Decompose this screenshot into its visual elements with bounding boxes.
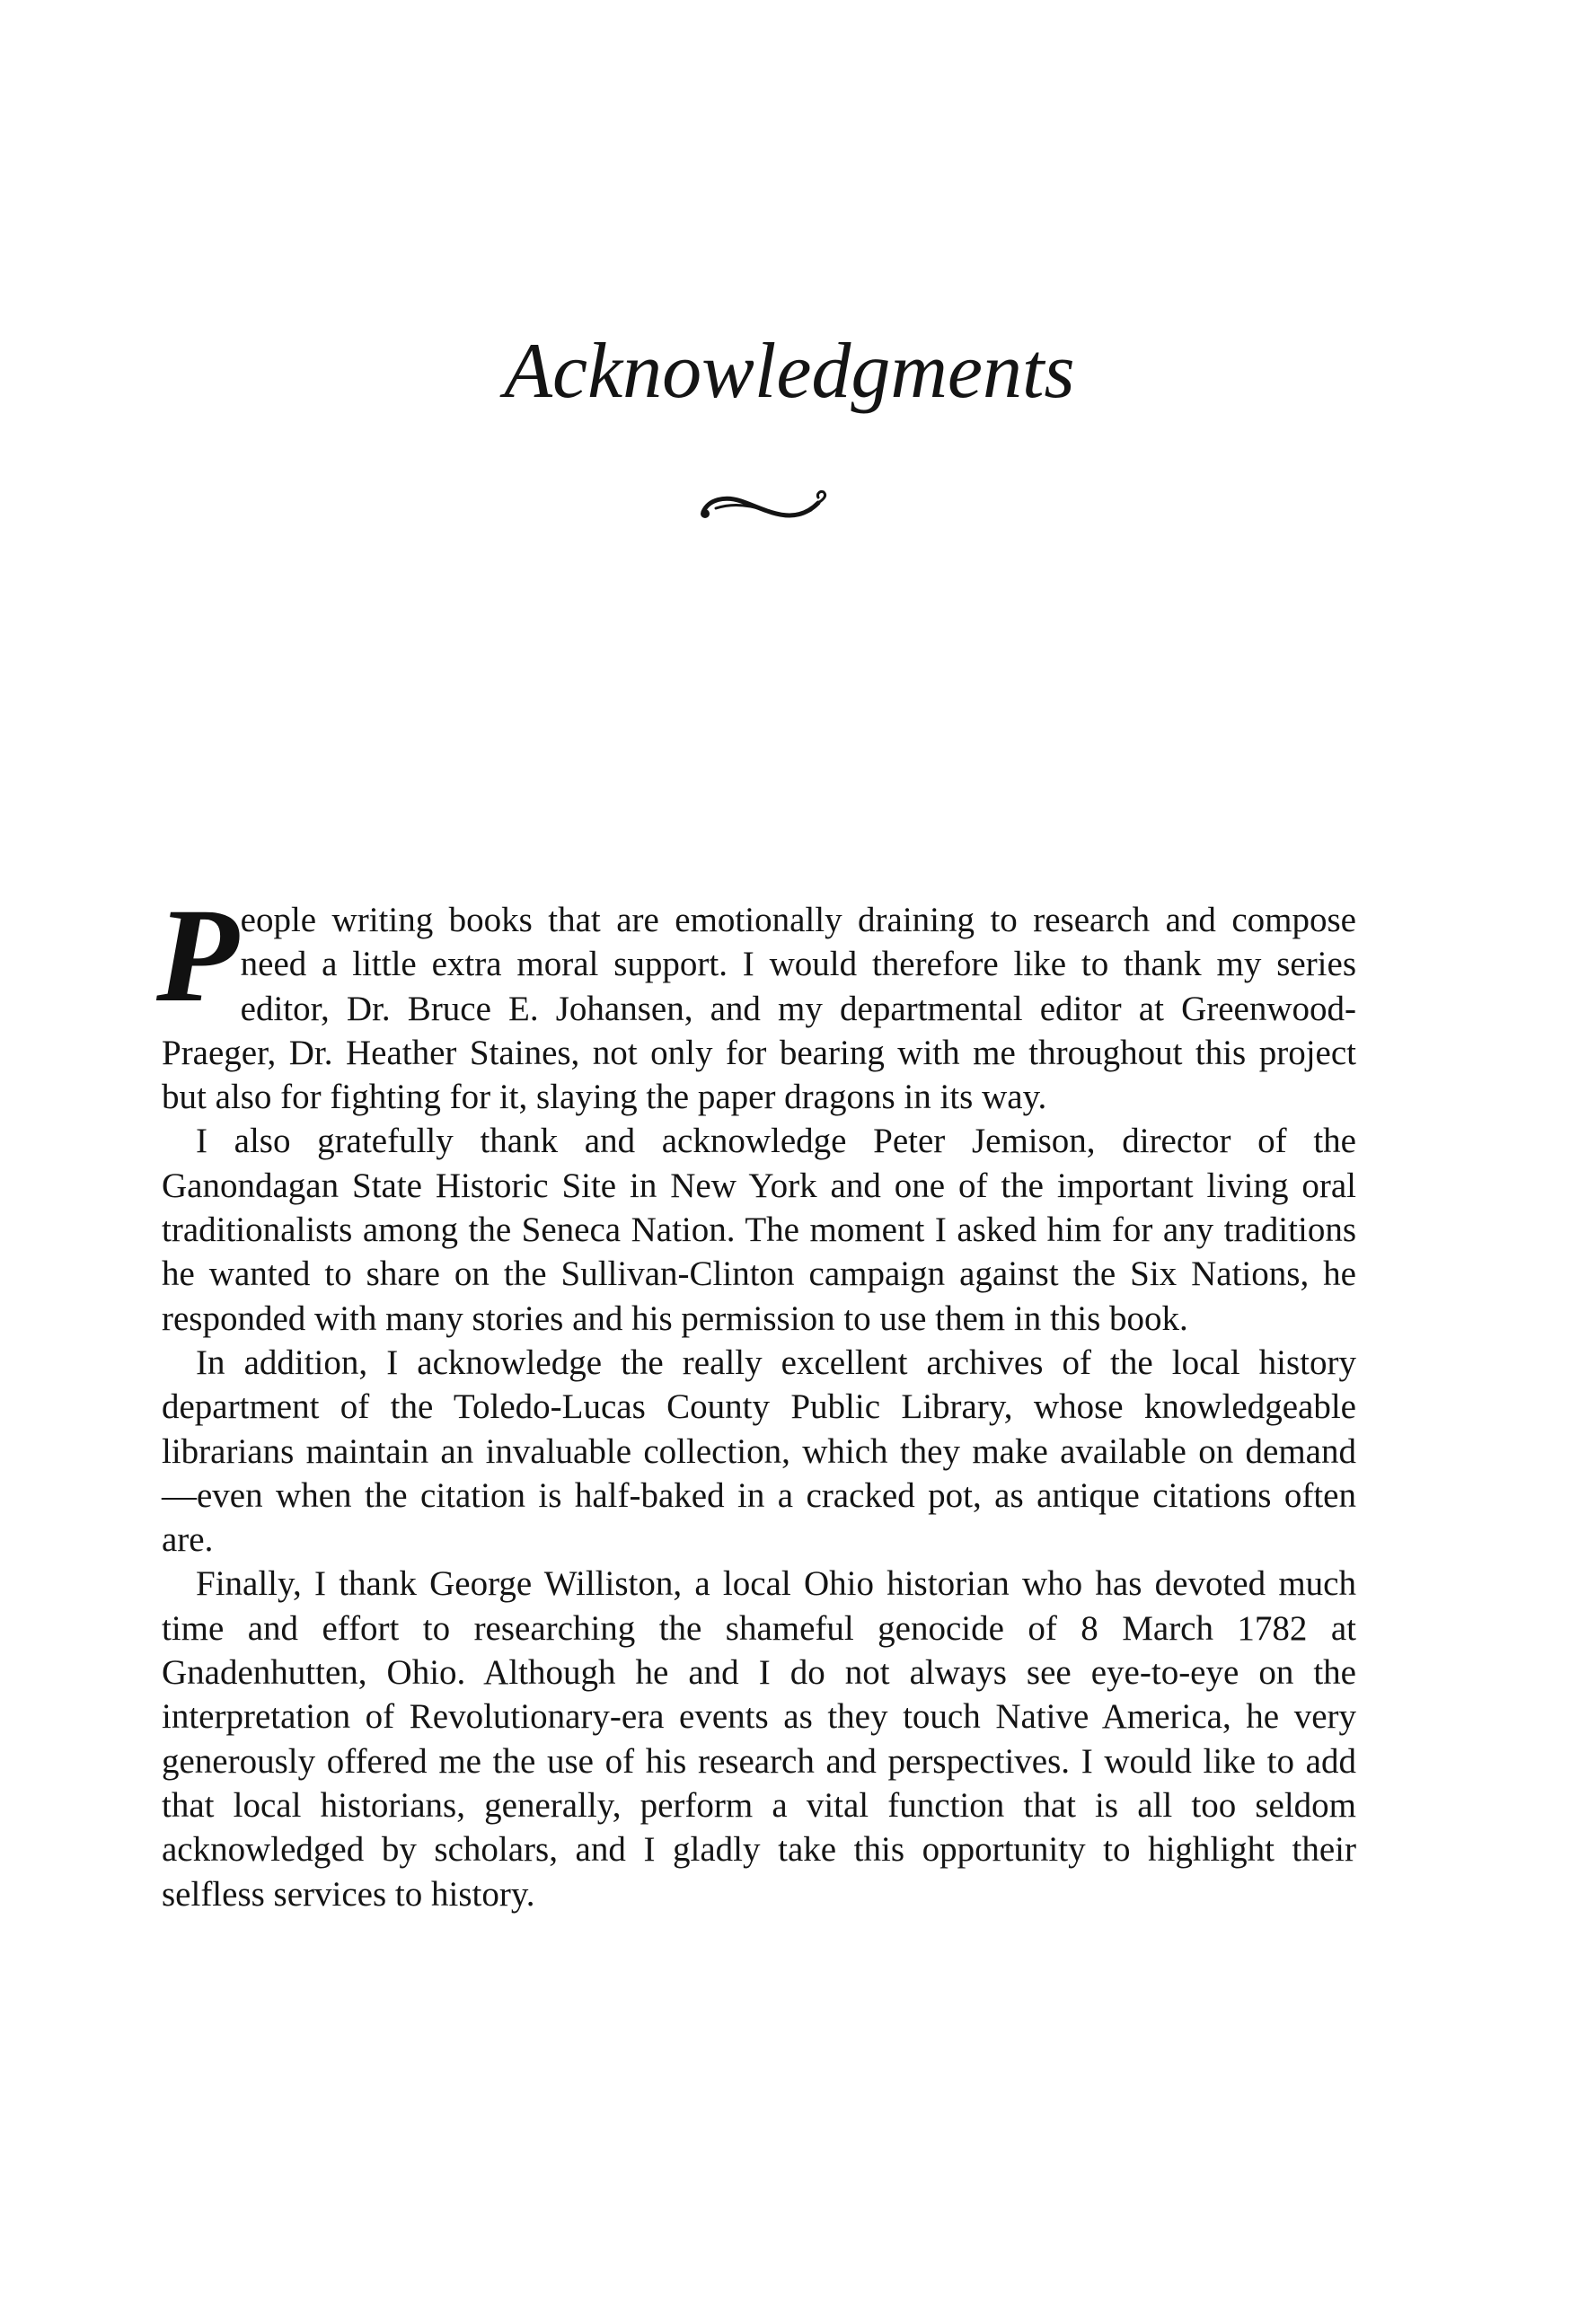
paragraph-3: In addition, I acknowledge the really excellent archives of the local history department of the Toledo-Lucas County Public Library, whose knowledgeable librarians maintain an invaluable collection, which they make available on demand—even when the citation is half-baked in a cracked pot, as antique citations often are. [162, 1342, 1356, 1560]
paragraph-4: Finally, I thank George Williston, a local Ohio historian who has devoted much time and effort to researching the shameful genocide of 8 March 1782 at Gnadenhutten, Ohio. Although he and I do not always see eye-to-eye on the interpretation of Revolutionary-era events as they touch Native America, he very generously offered me the use of his research and perspectives. I would like to add that local historians, generally, perform a vital function that is all too seldom acknowledged by scholars, and I gladly take this opportunity to highlight their selfless services to history. [162, 1564, 1356, 1914]
page-title: Acknowledgments [504, 328, 1075, 415]
acknowledgments-body [156, 881, 1356, 1916]
drop-cap: P [156, 881, 239, 1030]
swash-ornament-icon [696, 476, 831, 530]
paragraph-1 [156, 881, 1356, 1119]
paragraph-2: I also gratefully thank and acknowledge Peter Jemison, director of the Ganondagan State Historic Site in New York and one of the important living oral traditionalists among the Seneca Nation. The moment I asked him for any traditions he wanted to share on the Sullivan-Clinton campaign against the Six Nations, he responded with many stories and his permission to use them in this book. [162, 1122, 1356, 1338]
paragraph-1-text: eople writing books that are emotionally draining to research and compose need a little extra moral support. I would therefore like to thank my series editor, Dr. Bruce E. Johansen, and my departmental editor at Greenwood-Praeger, Dr. Heather Staines, not only for bearing with me throughout this project but also for fighting for it, slaying the paper dragons in its way. [162, 901, 1356, 1117]
